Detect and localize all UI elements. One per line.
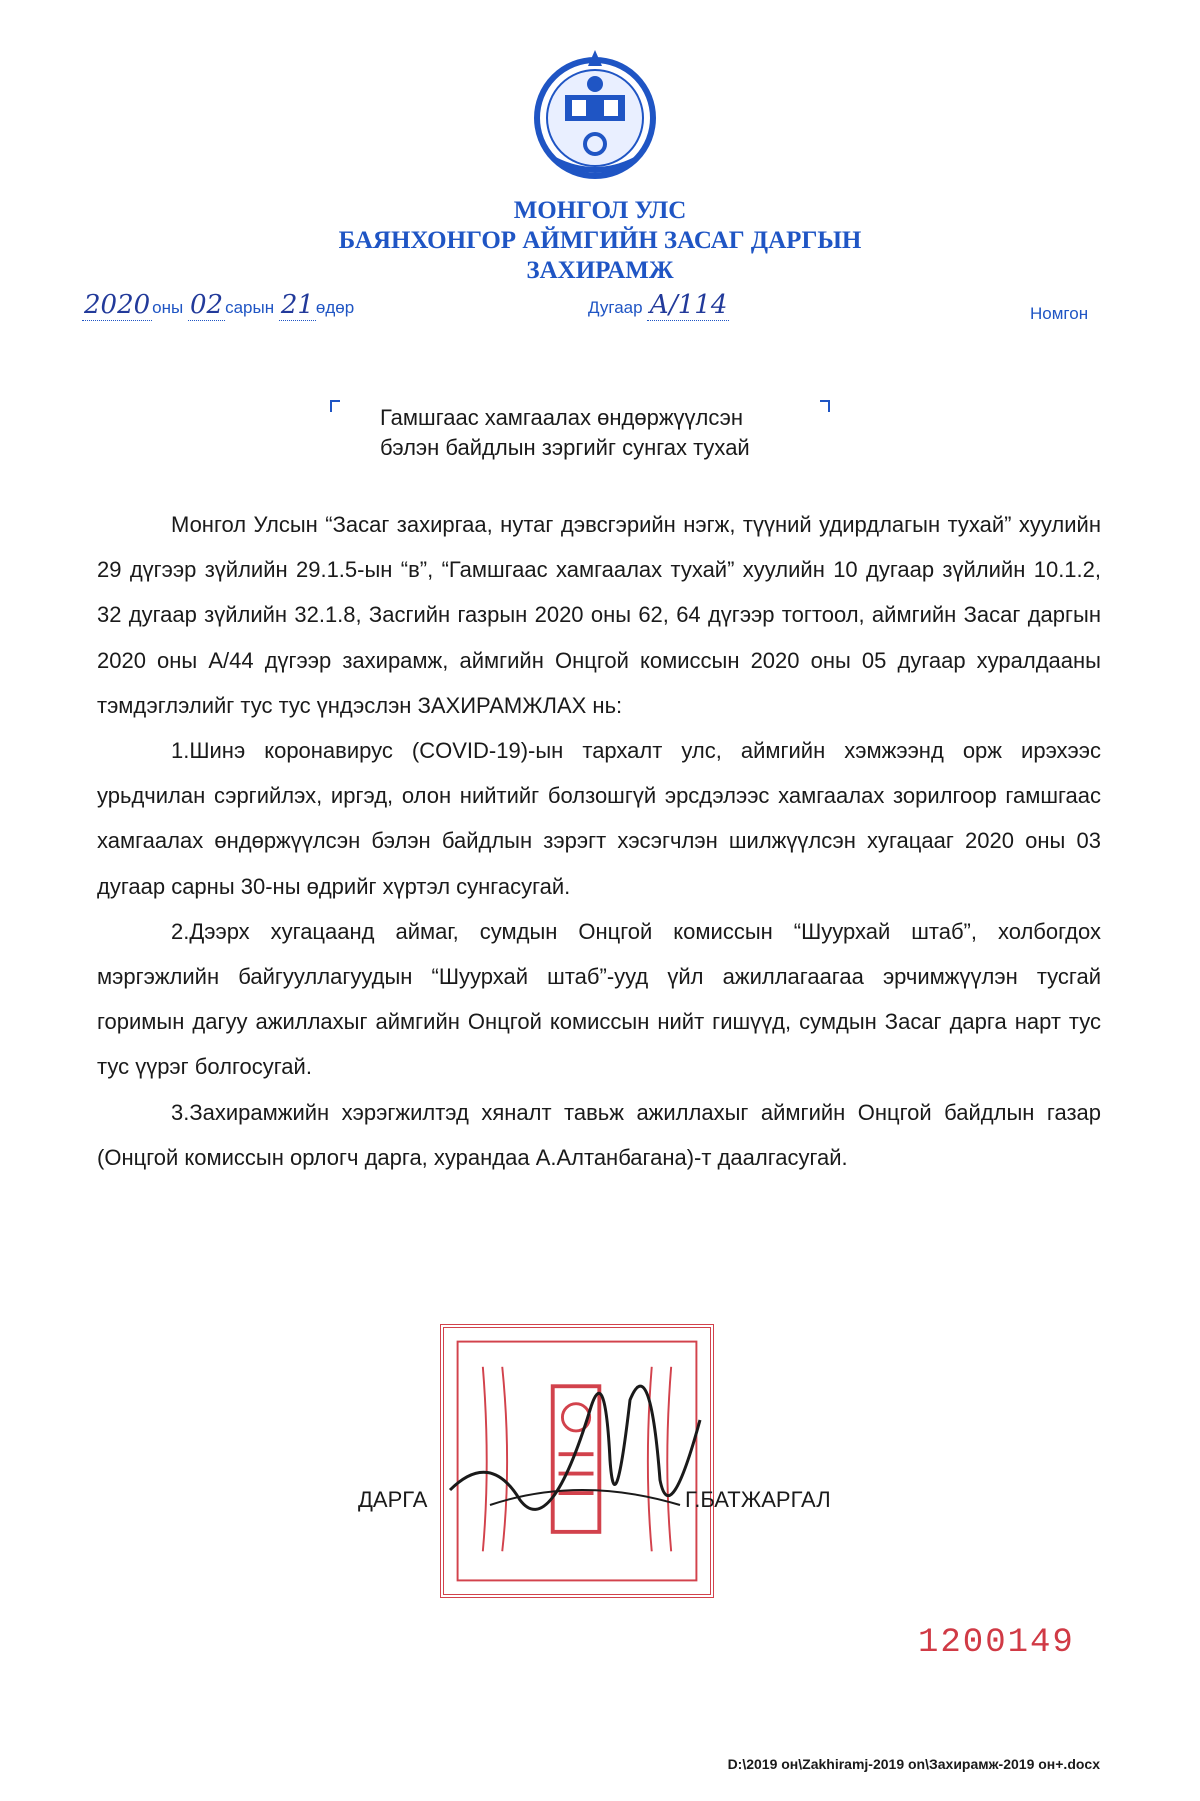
- date-month-suffix: сарын: [225, 298, 275, 317]
- document-number: [588, 290, 729, 321]
- handwritten-signature: [430, 1340, 730, 1550]
- header-doc-type: ЗАХИРАМЖ: [526, 257, 674, 284]
- number-value: А/114: [649, 290, 728, 320]
- subject-line-1: Гамшгаас хамгаалах өндөржүүлсэн: [380, 405, 743, 430]
- header-organization: БАЯНХОНГОР АЙМГИЙН ЗАСАГ ДАРГЫН: [338, 227, 862, 254]
- registration-number: 1200149: [918, 1624, 1075, 1662]
- date-month: 02: [189, 290, 224, 320]
- subject: [380, 403, 840, 463]
- order-body: [97, 502, 1101, 1180]
- number-label: Дугаар: [588, 298, 643, 317]
- date-line: [82, 290, 354, 321]
- file-path-footer: D:\2019 он\Zakhiramj-2019 on\Захирамж-2019 он+.docx: [727, 1756, 1100, 1772]
- item-3: 3.Захирамжийн хэрэгжилтэд хяналт тавьж ажиллахыг аймгийн Онцгой байдлын газар (Онцгой комиссын орлогч дарга, хурандаа А.Алтанбагана)-т даалгасугай.: [97, 1099, 1101, 1170]
- header-country: МОНГОЛ УЛС: [513, 197, 687, 224]
- date-year: 2020: [84, 290, 151, 320]
- signer-title: ДАРГА: [358, 1487, 428, 1512]
- place: Номгон: [1030, 304, 1089, 323]
- item-2: 2.Дээрх хугацаанд аймаг, сумдын Онцгой комиссын “Шуурхай штаб”, холбогдох мэргэжлийн байгууллагуудын “Шуурхай штаб”-ууд үйл ажиллагаагаа эрчимжүүлэн тусгай горимын дагуу ажиллахыг аймгийн Онцгой комиссын нийт гишүүд, сумдын Засаг дарга нарт тус тус үүрэг болгосугай.: [97, 918, 1101, 1080]
- date-day-suffix: өдөр: [315, 298, 355, 317]
- state-emblem-icon: [520, 40, 670, 190]
- intro-paragraph: Монгол Улсын “Засаг захиргаа, нутаг дэвсгэрийн нэгж, түүний удирдлагын тухай” хуулийн 29 дүгээр зүйлийн 29.1.5-ын “в”, “Гамшгаас хамгаалах тухай” хуулийн 10 дугаар зүйлийн 10.1.2, 32 дугаар зүйлийн 32.1.8, Засгийн газрын 2020 оны 62, 64 дүгээр тогтоол, аймгийн Засаг даргын 2020 оны А/44 дүгээр захирамж, аймгийн Онцгой комиссын 2020 оны 05 дугаар хуралдааны тэмдэглэлийг тус тус үндэслэн ЗАХИРАМЖЛАХ нь:: [97, 512, 1101, 718]
- item-1: 1.Шинэ коронавирус (COVID-19)-ын тархалт улс, аймгийн хэмжээнд орж ирэхээс урьдчилан сэргийлэх, иргэд, олон нийтийг болзошгүй эрсдэлээс хамгаалах зорилгоор гамшгаас хамгаалах өндөржүүлсэн бэлэн байдлын зэрэгт хэсэгчлэн шилжүүлсэн хугацааг 2020 оны 03 дугаар сарны 30-ны өдрийг хүртэл сунгасугай.: [97, 738, 1101, 899]
- subject-line-2: бэлэн байдлын зэргийг сунгах тухай: [380, 435, 750, 460]
- date-year-suffix: оны: [152, 298, 184, 317]
- date-day: 21: [280, 290, 314, 320]
- subject-corner-left: [330, 400, 340, 412]
- signer-name: Г.БАТЖАРГАЛ: [685, 1487, 831, 1512]
